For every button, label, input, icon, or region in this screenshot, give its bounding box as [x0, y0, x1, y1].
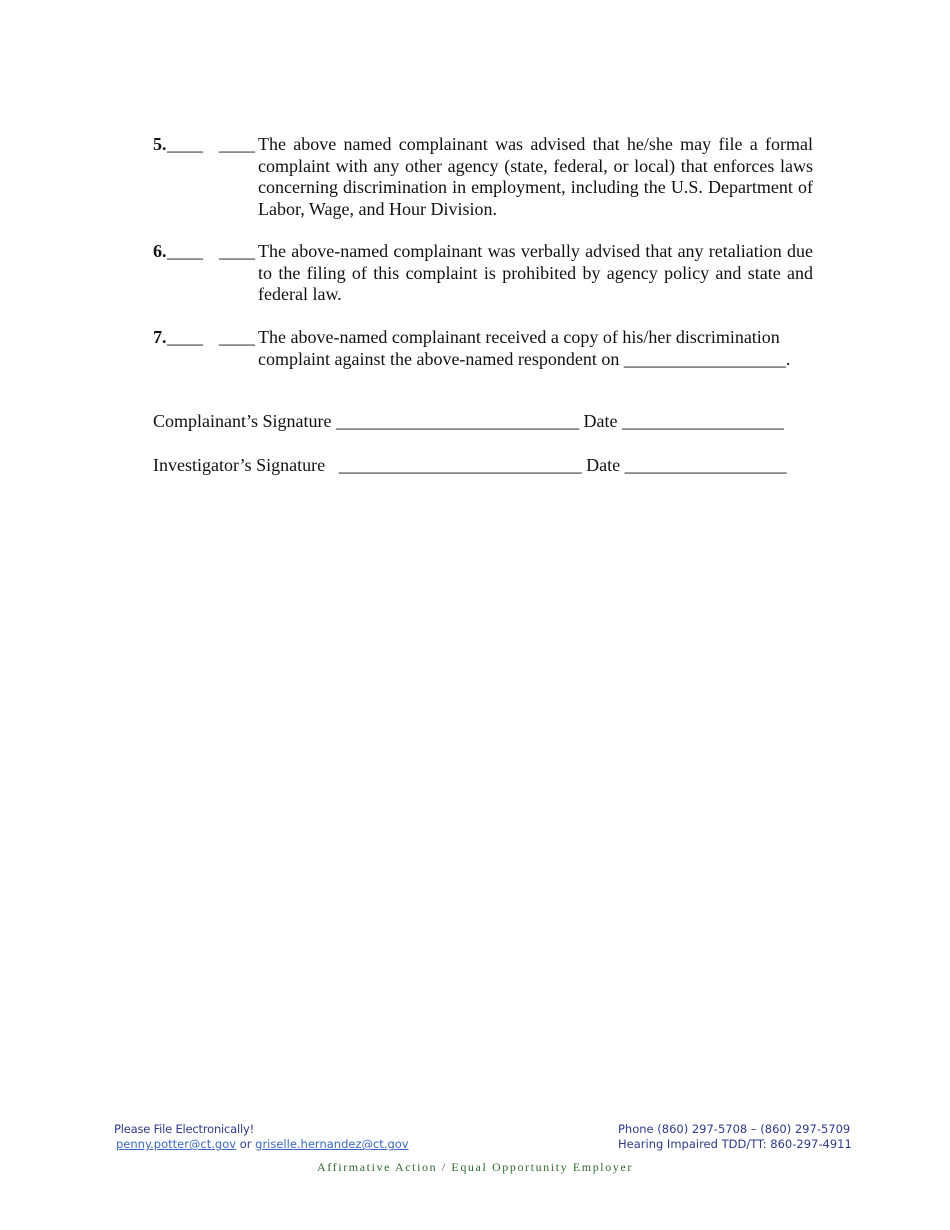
- list-item-7: [153, 327, 813, 370]
- item-text: The above named complainant was advised that he/she may file a formal complaint with any other agency (state, federal, or local) that enforces laws concerning discrimination in employment, including the U.S. Department of Labor, Wage, and Hour Division.: [258, 134, 813, 219]
- item-blank: ____: [167, 134, 203, 154]
- date-label: Date: [583, 411, 618, 431]
- item-number: 7.: [153, 327, 167, 347]
- item-text: The above-named complainant received a copy of his/her discrimination complaint against the above-named respondent on __________________.: [258, 327, 791, 369]
- investigator-signature-field[interactable]: ___________________________: [338, 455, 582, 475]
- item-blank: ____: [167, 327, 203, 347]
- investigator-signature-line: [153, 455, 787, 476]
- complainant-signature-line: [153, 411, 784, 432]
- investigator-signature-label: Investigator’s Signature: [153, 455, 326, 475]
- tdd-number: Hearing Impaired TDD/TT: 860-297-4911: [618, 1137, 852, 1151]
- item-blank: ____: [219, 134, 255, 154]
- item-number: 6.: [153, 241, 167, 261]
- equal-opportunity-tagline: Affirmative Action / Equal Opportunity Employer: [317, 1160, 633, 1174]
- investigator-date-field[interactable]: __________________: [624, 455, 787, 475]
- footer-contact-right: [618, 1122, 852, 1152]
- phone-numbers: Phone (860) 297-5708 – (860) 297-5709: [618, 1122, 851, 1136]
- item-blank: ____: [219, 327, 255, 347]
- list-item-5: [153, 134, 813, 220]
- complainant-date-field[interactable]: __________________: [621, 411, 784, 431]
- item-blank: ____: [167, 241, 203, 261]
- file-electronically-notice: Please File Electronically!: [114, 1122, 255, 1136]
- email-link-griselle[interactable]: griselle.hernandez@ct.gov: [255, 1137, 409, 1151]
- or-text: or: [239, 1137, 252, 1151]
- list-item-6: [153, 241, 813, 306]
- item-number: 5.: [153, 134, 167, 154]
- footer-contact-left: [114, 1122, 409, 1152]
- complainant-signature-field[interactable]: ___________________________: [335, 411, 579, 431]
- item-blank: ____: [219, 241, 255, 261]
- item-text: The above-named complainant was verbally advised that any retaliation due to the filing of this complaint is prohibited by agency policy and state and federal law.: [258, 241, 813, 304]
- date-label: Date: [586, 455, 621, 475]
- email-link-penny[interactable]: penny.potter@ct.gov: [116, 1137, 237, 1151]
- complainant-signature-label: Complainant’s Signature: [153, 411, 332, 431]
